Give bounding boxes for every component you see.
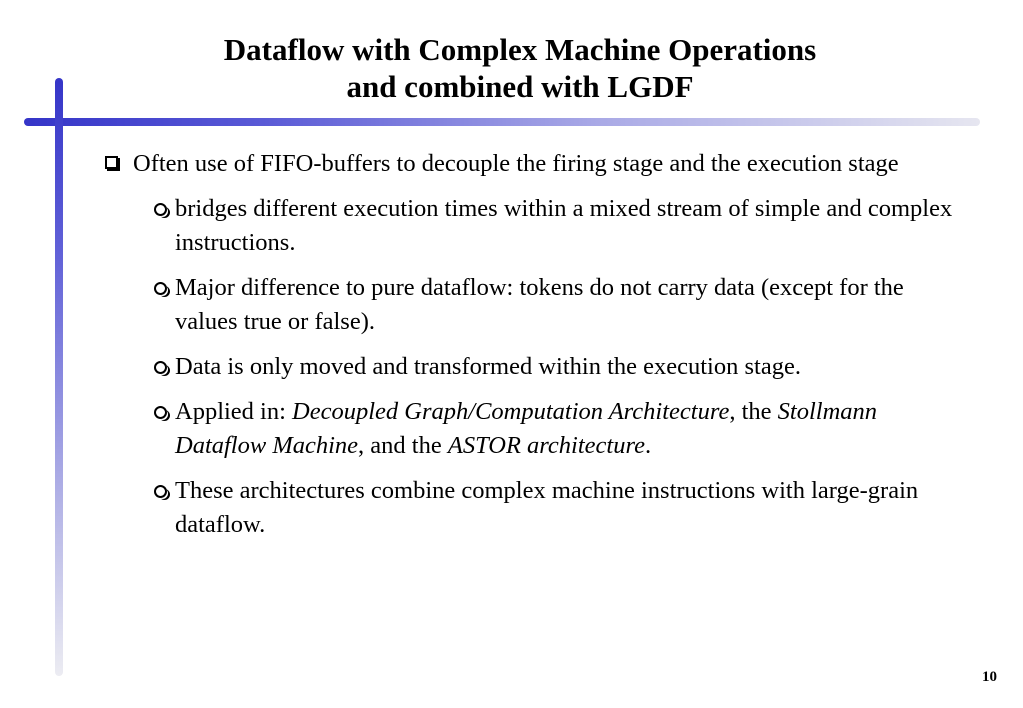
subbullet-text: Major difference to pure dataflow: tokens do not carry data (except for the values true or false). xyxy=(175,274,904,335)
bullet-text: Often use of FIFO-buffers to decouple the firing stage and the execution stage xyxy=(133,150,899,177)
square-bullet-icon xyxy=(105,156,118,169)
circle-bullet-icon xyxy=(154,406,167,419)
astor-architecture-name: ASTOR architecture xyxy=(447,432,645,459)
subbullet-data-moved xyxy=(105,350,965,384)
subbullet-major-difference xyxy=(105,271,965,339)
applied-in-suffix: . xyxy=(644,432,652,459)
horizontal-accent-bar xyxy=(24,118,980,126)
page-number: 10 xyxy=(982,669,997,685)
circle-bullet-icon xyxy=(154,282,167,295)
slide-title-line-1: Dataflow with Complex Machine Operations xyxy=(223,32,817,67)
subbullet-architectures-combine xyxy=(105,474,965,542)
slide-title-line-2: and combined with LGDF xyxy=(346,69,694,104)
applied-in-prefix: Applied in: xyxy=(175,398,293,425)
vertical-accent-bar xyxy=(55,78,63,676)
slide-body xyxy=(105,147,965,553)
subbullet-text: These architectures combine complex machine instructions with large-grain dataflow. xyxy=(175,477,919,538)
decoupled-architecture-name: Decoupled Graph/Computation Architecture xyxy=(292,398,730,425)
subbullet-bridges xyxy=(105,192,965,260)
circle-bullet-icon xyxy=(154,361,167,374)
subbullet-applied-in xyxy=(105,395,965,463)
subbullet-text: bridges different execution times within a mixed stream of simple and complex instructions. xyxy=(175,195,953,256)
bullet-fifo-buffers xyxy=(105,147,965,181)
stollmann-machine-name: Stollmann Dataflow Machine xyxy=(175,398,878,459)
circle-bullet-icon xyxy=(154,203,167,216)
circle-bullet-icon xyxy=(154,485,167,498)
slide-title xyxy=(60,31,980,105)
applied-in-separator-2: , and the xyxy=(358,432,448,459)
subbullet-text: Data is only moved and transformed within the execution stage. xyxy=(175,353,801,380)
applied-in-separator-1: , the xyxy=(729,398,778,425)
